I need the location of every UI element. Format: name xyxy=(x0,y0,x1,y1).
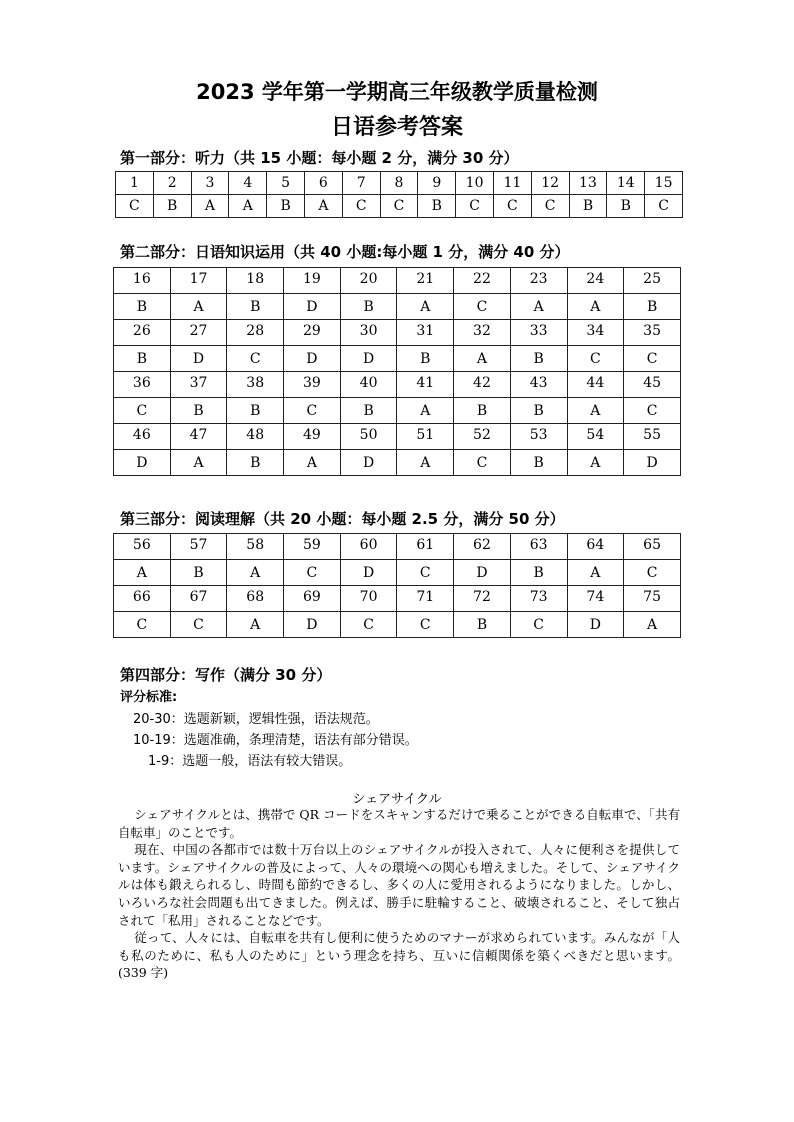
question-number-cell: 53 xyxy=(510,424,567,450)
answer-cell: B xyxy=(569,195,607,218)
answer-cell: C xyxy=(510,612,567,638)
answer-cell: A xyxy=(170,450,227,476)
question-number-cell: 48 xyxy=(227,424,284,450)
answer-cell: C xyxy=(170,612,227,638)
answer-cell: D xyxy=(567,612,624,638)
question-number-cell: 46 xyxy=(114,424,171,450)
answer-cell: C xyxy=(531,195,569,218)
answer-row xyxy=(114,612,681,638)
part3-answer-table xyxy=(113,533,681,638)
answer-cell: D xyxy=(454,560,511,586)
question-number-cell: 57 xyxy=(170,534,227,560)
question-number-cell: 71 xyxy=(397,586,454,612)
question-number-cell: 49 xyxy=(284,424,341,450)
page-subtitle: 日语参考答案 xyxy=(330,115,463,140)
question-number-cell: 43 xyxy=(510,372,567,398)
question-number-cell: 39 xyxy=(284,372,341,398)
answer-cell: D xyxy=(284,346,341,372)
answer-cell: A xyxy=(510,294,567,320)
question-number-cell: 66 xyxy=(114,586,171,612)
answer-cell: B xyxy=(267,195,305,218)
answer-cell: B xyxy=(114,294,171,320)
answer-cell: C xyxy=(114,398,171,424)
question-number-cell: 62 xyxy=(454,534,511,560)
answer-cell: A xyxy=(227,612,284,638)
answer-cell: A xyxy=(170,294,227,320)
criteria-item: 1-9：选题一般，语法有较大错误。 xyxy=(148,754,352,769)
answer-cell: D xyxy=(340,450,397,476)
answer-cell: B xyxy=(454,612,511,638)
answer-cell: A xyxy=(227,560,284,586)
question-number-cell: 3 xyxy=(191,172,229,195)
question-number-cell: 60 xyxy=(340,534,397,560)
essay-body xyxy=(118,806,680,982)
answer-cell: C xyxy=(340,612,397,638)
question-number-cell: 42 xyxy=(454,372,511,398)
question-number-row xyxy=(114,372,681,398)
question-number-cell: 32 xyxy=(454,320,511,346)
answer-cell: C xyxy=(380,195,418,218)
answer-cell: C xyxy=(114,612,171,638)
answer-cell: C xyxy=(227,346,284,372)
question-number-row xyxy=(114,424,681,450)
answer-cell: C xyxy=(624,346,681,372)
question-number-row xyxy=(114,534,681,560)
answer-cell: A xyxy=(567,294,624,320)
answer-cell: C xyxy=(454,294,511,320)
question-number-cell: 20 xyxy=(340,268,397,294)
answer-cell: A xyxy=(567,398,624,424)
question-number-cell: 50 xyxy=(340,424,397,450)
question-number-cell: 65 xyxy=(624,534,681,560)
question-number-cell: 6 xyxy=(304,172,342,195)
part2-heading: 第二部分：日语知识运用（共 40 小题:每小题 1 分，满分 40 分） xyxy=(120,243,570,261)
question-number-cell: 26 xyxy=(114,320,171,346)
question-number-cell: 68 xyxy=(227,586,284,612)
question-number-cell: 17 xyxy=(170,268,227,294)
answer-cell: B xyxy=(114,346,171,372)
question-number-cell: 28 xyxy=(227,320,284,346)
answer-cell: B xyxy=(340,294,397,320)
question-number-cell: 25 xyxy=(624,268,681,294)
answer-cell: D xyxy=(340,560,397,586)
question-number-cell: 19 xyxy=(284,268,341,294)
answer-row xyxy=(114,450,681,476)
question-number-cell: 29 xyxy=(284,320,341,346)
question-number-cell: 12 xyxy=(531,172,569,195)
answer-cell: C xyxy=(284,560,341,586)
question-number-cell: 23 xyxy=(510,268,567,294)
question-number-row xyxy=(114,320,681,346)
essay-paragraph: シェアサイクルとは、携帯で QR コードをスキャンするだけで乗ることができる自転車で、「共有自転車」のことです。 xyxy=(118,807,680,840)
answer-cell: C xyxy=(284,398,341,424)
question-number-cell: 45 xyxy=(624,372,681,398)
answer-cell: D xyxy=(114,450,171,476)
question-number-cell: 61 xyxy=(397,534,454,560)
question-number-cell: 41 xyxy=(397,372,454,398)
answer-cell: B xyxy=(418,195,456,218)
question-number-cell: 40 xyxy=(340,372,397,398)
question-number-cell: 36 xyxy=(114,372,171,398)
answer-cell: A xyxy=(191,195,229,218)
question-number-cell: 22 xyxy=(454,268,511,294)
question-number-cell: 74 xyxy=(567,586,624,612)
answer-cell: D xyxy=(284,612,341,638)
answer-cell: C xyxy=(645,195,683,218)
answer-cell: B xyxy=(170,560,227,586)
question-number-cell: 4 xyxy=(229,172,267,195)
question-number-cell: 24 xyxy=(567,268,624,294)
part3-heading: 第三部分：阅读理解（共 20 小题：每小题 2.5 分，满分 50 分） xyxy=(120,510,565,528)
answer-cell: A xyxy=(114,560,171,586)
page-title: 2023 学年第一学期高三年级教学质量检测 xyxy=(196,80,598,104)
question-number-cell: 21 xyxy=(397,268,454,294)
question-number-cell: 34 xyxy=(567,320,624,346)
answer-cell: A xyxy=(567,560,624,586)
question-number-cell: 35 xyxy=(624,320,681,346)
question-number-cell: 27 xyxy=(170,320,227,346)
question-number-cell: 72 xyxy=(454,586,511,612)
question-number-cell: 5 xyxy=(267,172,305,195)
criteria-item: 10-19：选题准确，条理清楚，语法有部分错误。 xyxy=(133,733,418,748)
answer-cell: C xyxy=(397,560,454,586)
answer-cell: B xyxy=(397,346,454,372)
answer-cell: C xyxy=(342,195,380,218)
answer-cell: D xyxy=(624,450,681,476)
answer-cell: D xyxy=(340,346,397,372)
question-number-cell: 18 xyxy=(227,268,284,294)
answer-cell: A xyxy=(624,612,681,638)
question-number-cell: 8 xyxy=(380,172,418,195)
part2-answer-table xyxy=(113,267,681,476)
question-number-cell: 33 xyxy=(510,320,567,346)
answer-cell: A xyxy=(397,398,454,424)
question-number-cell: 58 xyxy=(227,534,284,560)
question-number-cell: 44 xyxy=(567,372,624,398)
essay-paragraph: 従って、人々には、自転車を共有し便利に使うためのマナーが求められています。みんなが「人も私のために、私も人のために」という理念を持ち、互いに信頼関係を築くべきだと思います。(339 字) xyxy=(118,930,680,981)
question-number-row xyxy=(114,586,681,612)
answer-cell: D xyxy=(170,346,227,372)
question-number-cell: 13 xyxy=(569,172,607,195)
question-number-cell: 15 xyxy=(645,172,683,195)
answer-cell: B xyxy=(624,294,681,320)
question-number-cell: 67 xyxy=(170,586,227,612)
answer-cell: A xyxy=(454,346,511,372)
criteria-title: 评分标准: xyxy=(120,690,178,705)
part1-answer-table xyxy=(115,171,683,218)
answer-cell: B xyxy=(227,450,284,476)
answer-cell: A xyxy=(567,450,624,476)
question-number-cell: 47 xyxy=(170,424,227,450)
question-number-cell: 11 xyxy=(493,172,531,195)
answer-cell: A xyxy=(397,294,454,320)
answer-cell: C xyxy=(397,612,454,638)
question-number-row xyxy=(116,172,683,195)
answer-cell: B xyxy=(510,450,567,476)
part1-heading: 第一部分：听力（共 15 小题：每小题 2 分，满分 30 分） xyxy=(120,149,519,167)
answer-cell: C xyxy=(567,346,624,372)
question-number-cell: 1 xyxy=(116,172,154,195)
answer-row xyxy=(116,195,683,218)
question-number-cell: 54 xyxy=(567,424,624,450)
question-number-cell: 75 xyxy=(624,586,681,612)
question-number-cell: 59 xyxy=(284,534,341,560)
answer-cell: B xyxy=(227,398,284,424)
question-number-cell: 63 xyxy=(510,534,567,560)
answer-row xyxy=(114,346,681,372)
answer-cell: A xyxy=(304,195,342,218)
question-number-cell: 38 xyxy=(227,372,284,398)
answer-cell: D xyxy=(284,294,341,320)
answer-cell: B xyxy=(227,294,284,320)
question-number-cell: 10 xyxy=(456,172,494,195)
answer-cell: B xyxy=(607,195,645,218)
essay-paragraph: 現在、中国の各都市では数十万台以上のシェアサイクルが投入されて、人々に便利さを提供しています。シェアサイクルの普及によって、人々の環境への関心も増えました。そして、シェアサイクルは体も鍛えられるし、時間も節約できるし、多くの人に愛用されるようになりました。しかし、いろいろな社会問題も出てきました。例えば、勝手に駐輪すること、破壊されること、そして独占されて「私用」されることなどです。 xyxy=(118,842,680,928)
criteria-item: 20-30：选题新颖，逻辑性强，语法规范。 xyxy=(133,712,379,727)
question-number-cell: 69 xyxy=(284,586,341,612)
question-number-cell: 16 xyxy=(114,268,171,294)
essay-title: シェアサイクル xyxy=(352,792,442,807)
question-number-cell: 52 xyxy=(454,424,511,450)
question-number-cell: 73 xyxy=(510,586,567,612)
answer-cell: B xyxy=(510,346,567,372)
question-number-cell: 31 xyxy=(397,320,454,346)
answer-cell: C xyxy=(116,195,154,218)
question-number-cell: 30 xyxy=(340,320,397,346)
answer-cell: A xyxy=(397,450,454,476)
part4-heading: 第四部分：写作（满分 30 分） xyxy=(120,666,332,684)
answer-cell: A xyxy=(284,450,341,476)
answer-cell: A xyxy=(229,195,267,218)
answer-cell: B xyxy=(340,398,397,424)
answer-cell: B xyxy=(510,398,567,424)
answer-row xyxy=(114,560,681,586)
question-number-cell: 7 xyxy=(342,172,380,195)
answer-cell: B xyxy=(153,195,191,218)
answer-cell: B xyxy=(454,398,511,424)
answer-cell: B xyxy=(170,398,227,424)
answer-cell: C xyxy=(624,560,681,586)
question-number-cell: 14 xyxy=(607,172,645,195)
answer-cell: C xyxy=(493,195,531,218)
answer-cell: C xyxy=(456,195,494,218)
question-number-cell: 64 xyxy=(567,534,624,560)
answer-cell: B xyxy=(510,560,567,586)
question-number-cell: 9 xyxy=(418,172,456,195)
question-number-cell: 2 xyxy=(153,172,191,195)
answer-row xyxy=(114,294,681,320)
question-number-cell: 56 xyxy=(114,534,171,560)
question-number-cell: 70 xyxy=(340,586,397,612)
question-number-cell: 51 xyxy=(397,424,454,450)
question-number-cell: 55 xyxy=(624,424,681,450)
question-number-row xyxy=(114,268,681,294)
question-number-cell: 37 xyxy=(170,372,227,398)
answer-row xyxy=(114,398,681,424)
answer-cell: C xyxy=(454,450,511,476)
answer-cell: C xyxy=(624,398,681,424)
